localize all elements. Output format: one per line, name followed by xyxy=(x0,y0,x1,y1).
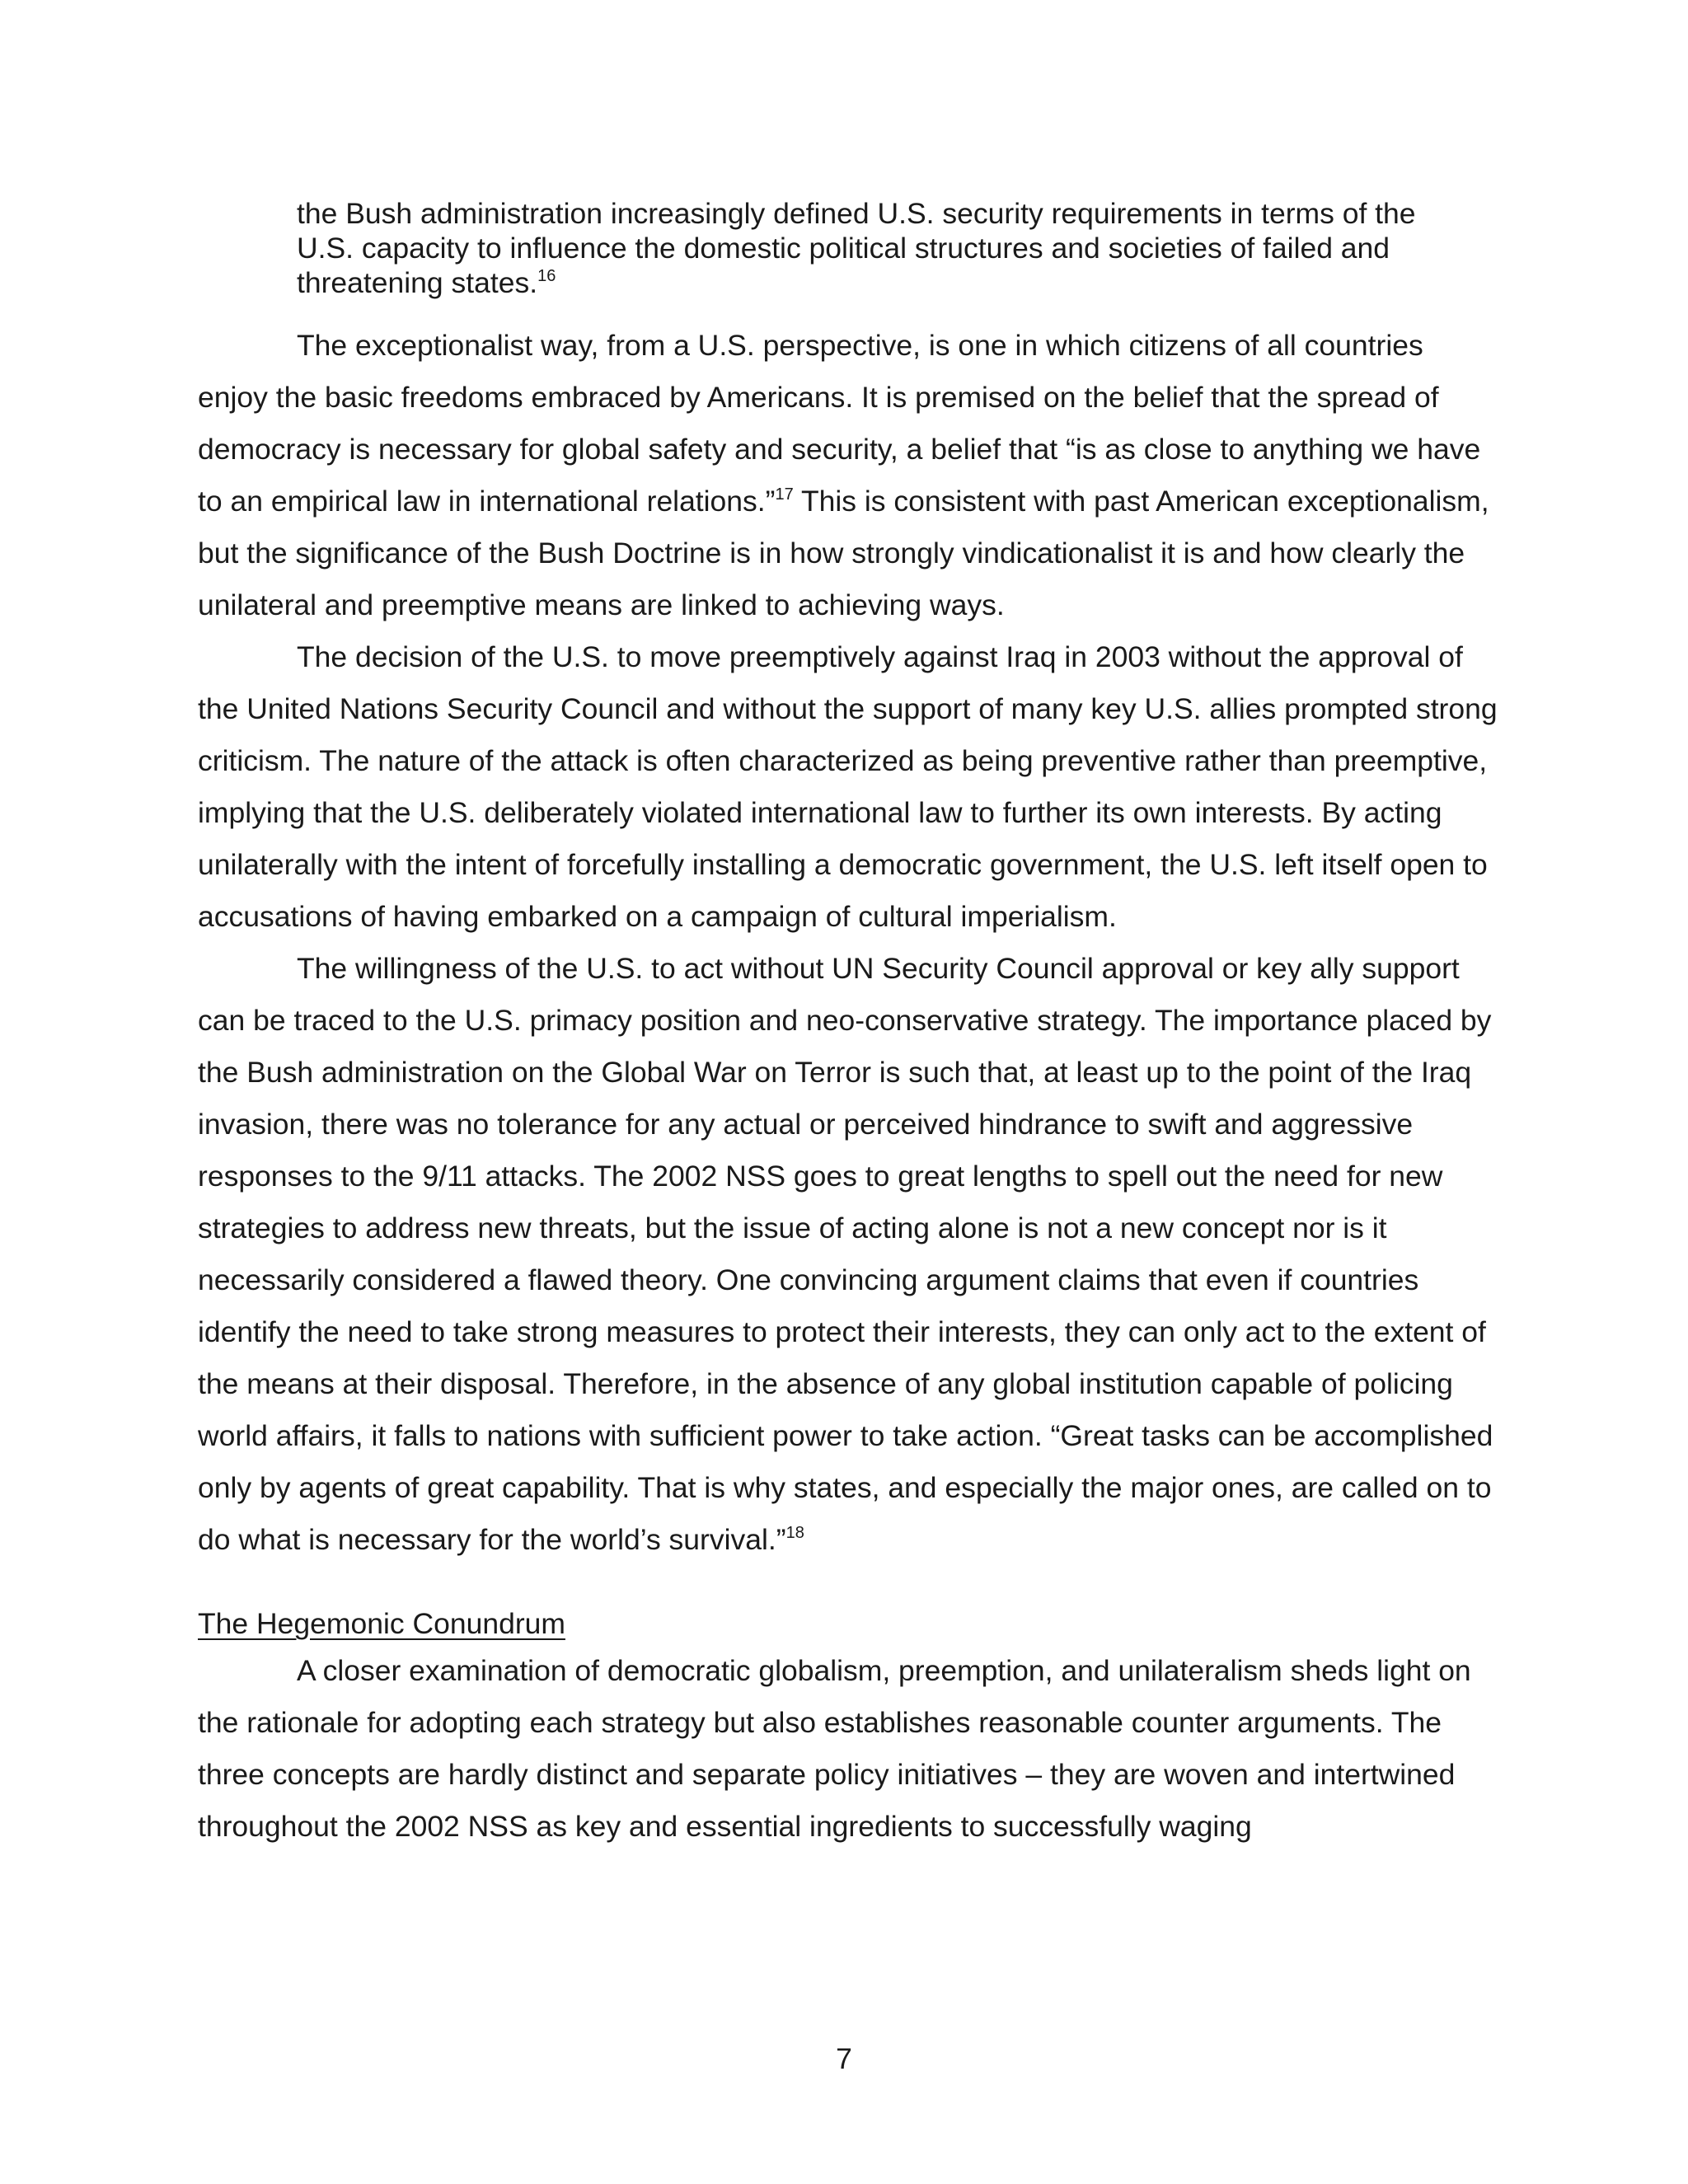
text-column xyxy=(198,196,1500,1853)
paragraph-text: The decision of the U.S. to move preemptively against Iraq in 2003 without the approval of the United Nations Security Council and without the support of many key U.S. allies prompted strong criticism. The nature of the attack is often characterized as being preventive rather than preemptive, implying that the U.S. deliberately violated international law to further its own interests. By acting unilaterally with the intent of forcefully installing a democratic government, the U.S. left itself open to accusations of having embarked on a campaign of cultural imperialism. xyxy=(198,640,1498,933)
paragraph-text-continued: This is consistent with past American exceptionalism, but the significance of the Bush Doctrine is in how strongly vindicationalist it is and how clearly the unilateral and preemptive means are linked to achieving ways. xyxy=(198,485,1489,621)
page-number: 7 xyxy=(836,2042,852,2075)
paragraph-text: A closer examination of democratic globalism, preemption, and unilateralism sheds light on the rationale for adopting each strategy but also establishes reasonable counter arguments. The three concepts are hardly distinct and separate policy initiatives – they are woven and intertwined throughout the 2002 NSS as key and essential ingredients to successfully waging xyxy=(198,1654,1471,1843)
footnote-ref-17: 17 xyxy=(775,485,794,504)
footnote-ref-16: 16 xyxy=(537,267,556,285)
paragraph-exceptionalist-way xyxy=(198,320,1500,631)
paragraph-willingness xyxy=(198,943,1500,1566)
footnote-ref-18: 18 xyxy=(785,1524,804,1542)
paragraph-iraq-decision xyxy=(198,631,1500,943)
paragraph-text: The willingness of the U.S. to act without UN Security Council approval or key ally support can be traced to the U.S. primacy position and neo-conservative strategy. The importance placed by the Bush administration on the Global War on Terror is such that, at least up to the point of the Iraq invasion, there was no tolerance for any actual or perceived hindrance to swift and aggressive responses to the 9/11 attacks. The 2002 NSS goes to great lengths to spell out the need for new strategies to address new threats, but the issue of acting alone is not a new concept nor is it necessarily considered a flawed theory. One convincing argument claims that even if countries identify the need to take strong measures to protect their interests, they can only act to the extent of the means at their disposal. Therefore, in the absence of any global institution capable of policing world affairs, it falls to nations with sufficient power to take action. “Great tasks can be accomplished only by agents of great capability. That is why states, and especially the major ones, are called on to do what is necessary for the world’s survival.” xyxy=(198,952,1493,1556)
block-quote-text: the Bush administration increasingly defined U.S. security requirements in terms of the U.S. capacity to influence the domestic political structures and societies of failed and threatening states. xyxy=(297,197,1416,299)
section-heading: The Hegemonic Conundrum xyxy=(198,1607,565,1640)
paragraph-text: The exceptionalist way, from a U.S. perspective, is one in which citizens of all countries enjoy the basic freedoms embraced by Americans. It is premised on the belief that the spread of democracy is necessary for global safety and security, a belief that “is as close to anything we have to an empirical law in international relations.” xyxy=(198,329,1481,518)
paragraph-hegemonic-conundrum xyxy=(198,1645,1500,1853)
block-quote xyxy=(297,196,1467,300)
